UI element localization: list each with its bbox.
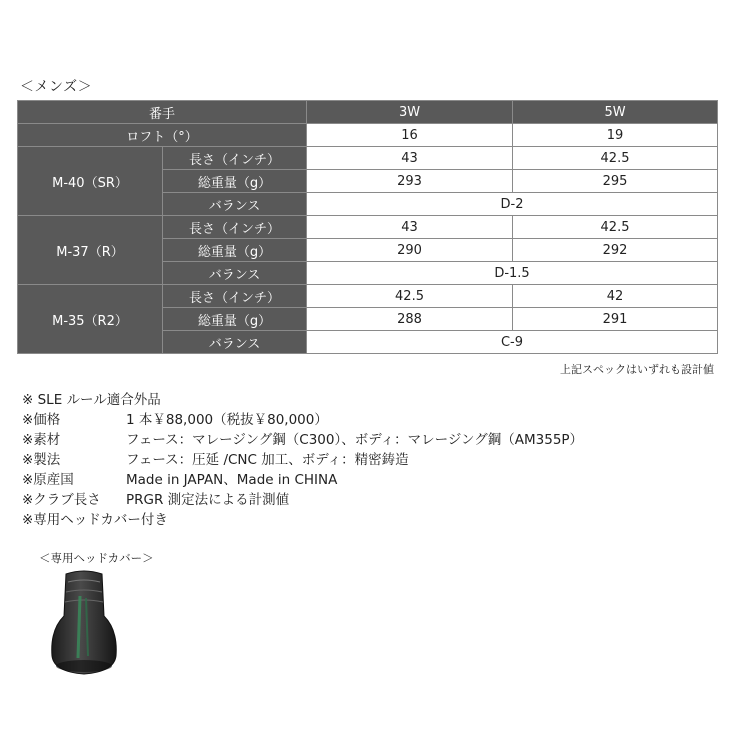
loft-label: ロフト（°） (18, 124, 307, 147)
list-item (22, 450, 583, 470)
cover-caption: ＜専用ヘッドカバー＞ (39, 551, 154, 565)
sle-note: ※ SLE ルール適合外品 (22, 392, 161, 408)
spec-note: 上記スペックはいずれも設計値 (560, 363, 714, 376)
table-row (18, 101, 718, 124)
balance-label: バランス (163, 193, 307, 216)
header-label: 番手 (18, 101, 307, 124)
spec-table (17, 100, 718, 354)
loft-5w: 19 (513, 124, 718, 147)
weight-3w: 288 (307, 308, 513, 331)
shaft-name: M-37（R） (18, 216, 163, 285)
feature-value: 1 本￥88,000（税抜￥80,000） (126, 412, 328, 428)
list-item (22, 410, 583, 430)
balance-value: C-9 (307, 331, 718, 354)
feature-value: PRGR 測定法による計測値 (126, 492, 290, 508)
length-label: 長さ（インチ） (163, 285, 307, 308)
length-label: 長さ（インチ） (163, 147, 307, 170)
feature-key: ※製法 (22, 452, 61, 468)
shaft-name: M-35（R2） (18, 285, 163, 354)
list-item (22, 470, 583, 490)
header-5w: 5W (513, 101, 718, 124)
feature-key: ※原産国 (22, 472, 74, 488)
feature-value: Made in JAPAN、Made in CHINA (126, 472, 338, 488)
length-3w: 43 (307, 216, 513, 239)
feature-key: ※価格 (22, 412, 61, 428)
weight-label: 総重量（g） (163, 170, 307, 193)
shaft-name: M-40（SR） (18, 147, 163, 216)
headcover-image (44, 568, 124, 678)
feature-value: フェース：圧延 /CNC 加工、ボディ：精密鋳造 (126, 452, 409, 468)
list-item (22, 430, 583, 450)
length-3w: 42.5 (307, 285, 513, 308)
feature-list (22, 390, 583, 530)
balance-label: バランス (163, 331, 307, 354)
balance-label: バランス (163, 262, 307, 285)
feature-value: フェース：マレージング鋼（C300）、ボディ：マレージング鋼（AM355P） (126, 432, 584, 448)
table-row (18, 124, 718, 147)
weight-3w: 293 (307, 170, 513, 193)
weight-label: 総重量（g） (163, 239, 307, 262)
weight-5w: 292 (513, 239, 718, 262)
table-row (18, 147, 718, 170)
cover-note: ※専用ヘッドカバー付き (22, 512, 168, 528)
length-5w: 42.5 (513, 216, 718, 239)
list-item (22, 490, 583, 510)
weight-label: 総重量（g） (163, 308, 307, 331)
table-row (18, 216, 718, 239)
weight-3w: 290 (307, 239, 513, 262)
balance-value: D-1.5 (307, 262, 718, 285)
length-5w: 42.5 (513, 147, 718, 170)
weight-5w: 295 (513, 170, 718, 193)
loft-3w: 16 (307, 124, 513, 147)
balance-value: D-2 (307, 193, 718, 216)
length-5w: 42 (513, 285, 718, 308)
header-3w: 3W (307, 101, 513, 124)
table-row (18, 285, 718, 308)
section-title: ＜メンズ＞ (20, 79, 93, 95)
feature-key: ※素材 (22, 432, 61, 448)
weight-5w: 291 (513, 308, 718, 331)
length-label: 長さ（インチ） (163, 216, 307, 239)
length-3w: 43 (307, 147, 513, 170)
feature-key: ※クラブ長さ (22, 492, 101, 508)
